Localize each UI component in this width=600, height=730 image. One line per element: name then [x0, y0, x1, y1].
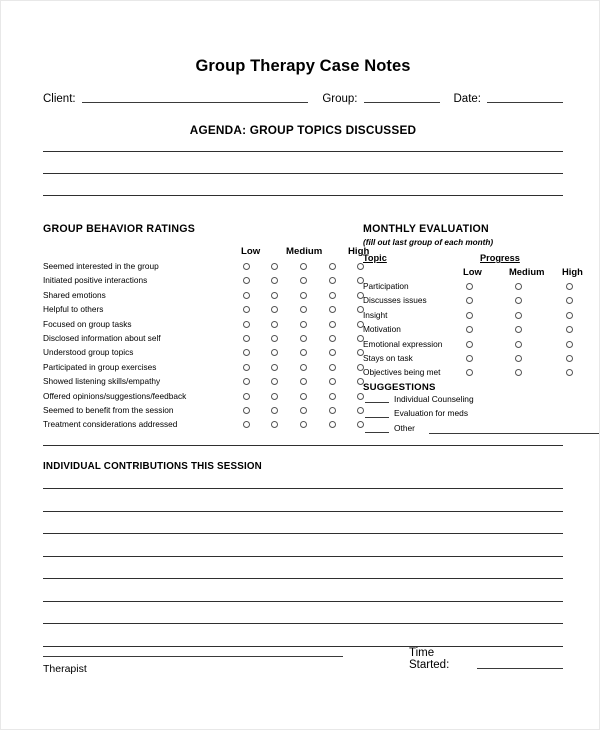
behavior-rating-option-3[interactable] — [300, 292, 307, 299]
monthly-evaluation-row — [363, 309, 585, 323]
monthly-evaluation-row — [363, 338, 585, 352]
individual-contributions-line[interactable] — [43, 578, 563, 579]
individual-contributions-lines — [43, 488, 563, 668]
behavior-rating-option-2[interactable] — [271, 335, 278, 342]
header-fields-row — [43, 93, 563, 105]
behavior-rating-option-4[interactable] — [329, 407, 336, 414]
date-label: Date: — [453, 93, 481, 105]
monthly-progress-option-3[interactable] — [566, 297, 573, 304]
agenda-line[interactable] — [43, 195, 563, 196]
behavior-rating-option-4[interactable] — [329, 335, 336, 342]
behavior-rating-row — [43, 361, 363, 375]
behavior-rating-label: Helpful to others — [43, 304, 104, 315]
behavior-rating-label: Focused on group tasks — [43, 318, 132, 329]
behavior-rating-option-1[interactable] — [243, 306, 250, 313]
scale-label-medium: Medium — [286, 246, 323, 257]
behavior-rating-option-4[interactable] — [329, 378, 336, 385]
suggestion-checkbox-line[interactable] — [365, 402, 389, 403]
suggestion-row — [363, 393, 585, 408]
behavior-rating-option-1[interactable] — [243, 335, 250, 342]
monthly-progress-option-2[interactable] — [515, 283, 522, 290]
date-input-line[interactable] — [487, 102, 563, 103]
behavior-rating-option-4[interactable] — [329, 306, 336, 313]
monthly-progress-option-1[interactable] — [466, 355, 473, 362]
behavior-rating-option-4[interactable] — [329, 393, 336, 400]
behavior-rating-option-1[interactable] — [243, 292, 250, 299]
behavior-rating-option-3[interactable] — [300, 393, 307, 400]
behavior-rating-option-2[interactable] — [271, 349, 278, 356]
individual-contributions-line[interactable] — [43, 511, 563, 512]
monthly-scale-label-high: High — [562, 266, 583, 277]
suggestion-checkbox-line[interactable] — [365, 432, 389, 433]
behavior-rating-rows — [43, 260, 363, 433]
behavior-rating-option-3[interactable] — [300, 263, 307, 270]
monthly-evaluation-section — [363, 223, 585, 437]
suggestion-checkbox-line[interactable] — [365, 417, 389, 418]
monthly-progress-option-3[interactable] — [566, 341, 573, 348]
time-started-label: Time Started: — [409, 647, 450, 671]
behavior-rating-row — [43, 303, 363, 317]
behavior-rating-option-3[interactable] — [300, 321, 307, 328]
behavior-rating-label: Seemed to benefit from the session — [43, 404, 174, 415]
behavior-rating-option-2[interactable] — [271, 263, 278, 270]
page-title: Group Therapy Case Notes — [195, 57, 411, 75]
therapist-signature-line[interactable] — [43, 656, 343, 657]
monthly-evaluation-rows — [363, 280, 585, 381]
monthly-evaluation-row — [363, 323, 585, 337]
group-label: Group: — [322, 93, 358, 105]
behavior-rating-option-1[interactable] — [243, 364, 250, 371]
behavior-rating-option-4[interactable] — [329, 321, 336, 328]
scale-label-low: Low — [241, 246, 261, 257]
agenda-lines — [43, 151, 563, 217]
behavior-rating-option-3[interactable] — [300, 407, 307, 414]
suggestion-label: Evaluation for meds — [394, 408, 469, 419]
time-started-field — [409, 647, 563, 671]
behavior-rating-option-3[interactable] — [300, 335, 307, 342]
behavior-rating-row — [43, 332, 363, 346]
behavior-rating-row — [43, 418, 363, 432]
monthly-progress-option-3[interactable] — [566, 355, 573, 362]
progress-column-header: Progress — [480, 253, 520, 263]
time-started-input-line[interactable] — [477, 668, 563, 669]
behavior-rating-option-3[interactable] — [300, 364, 307, 371]
monthly-progress-option-1[interactable] — [466, 326, 473, 333]
behavior-rating-option-2[interactable] — [271, 292, 278, 299]
monthly-progress-option-1[interactable] — [466, 297, 473, 304]
topic-column-header: Topic — [363, 253, 387, 263]
behavior-rating-option-1[interactable] — [243, 407, 250, 414]
agenda-line[interactable] — [43, 151, 563, 152]
monthly-progress-option-3[interactable] — [566, 326, 573, 333]
behavior-rating-row — [43, 289, 363, 303]
suggestions-list — [363, 393, 585, 437]
behavior-rating-option-1[interactable] — [243, 421, 250, 428]
client-input-line[interactable] — [82, 102, 309, 103]
therapist-label: Therapist — [43, 663, 87, 675]
suggestion-row — [363, 422, 585, 437]
monthly-progress-option-2[interactable] — [515, 326, 522, 333]
page-content — [43, 1, 583, 729]
behavior-rating-row — [43, 390, 363, 404]
monthly-evaluation-label: Participation — [363, 281, 409, 291]
monthly-evaluation-row — [363, 280, 585, 294]
behavior-rating-row — [43, 404, 363, 418]
monthly-evaluation-subheading: (fill out last group of each month) — [363, 238, 494, 247]
monthly-progress-option-2[interactable] — [515, 341, 522, 348]
behavior-rating-label: Understood group topics — [43, 347, 134, 358]
monthly-progress-option-2[interactable] — [515, 369, 522, 376]
behavior-rating-label: Offered opinions/suggestions/feedback — [43, 390, 187, 401]
individual-contributions-line[interactable] — [43, 488, 563, 489]
behavior-rating-option-4[interactable] — [329, 349, 336, 356]
behavior-rating-row — [43, 318, 363, 332]
monthly-scale-label-medium: Medium — [509, 266, 545, 277]
behavior-rating-option-4[interactable] — [329, 364, 336, 371]
monthly-evaluation-label: Stays on task — [363, 352, 413, 363]
topic-progress-header — [363, 253, 585, 266]
behavior-rating-option-2[interactable] — [271, 364, 278, 371]
monthly-progress-option-3[interactable] — [566, 283, 573, 290]
individual-contributions-line[interactable] — [43, 623, 563, 624]
behavior-rating-label: Disclosed information about self — [43, 332, 161, 343]
monthly-scale-label-low: Low — [463, 266, 482, 277]
suggestion-other-input-line[interactable] — [429, 433, 600, 434]
monthly-evaluation-heading: MONTHLY EVALUATION — [363, 223, 489, 235]
behavior-rating-option-4[interactable] — [329, 263, 336, 270]
behavior-rating-row — [43, 346, 363, 360]
suggestion-label: Individual Counseling — [394, 393, 474, 404]
behavior-rating-option-3[interactable] — [300, 378, 307, 385]
behavior-rating-option-4[interactable] — [329, 421, 336, 428]
individual-contributions-line[interactable] — [43, 601, 563, 602]
individual-contributions-heading: INDIVIDUAL CONTRIBUTIONS THIS SESSION — [43, 461, 262, 472]
individual-contributions-line[interactable] — [43, 533, 563, 534]
monthly-evaluation-row — [363, 366, 585, 380]
monthly-progress-option-1[interactable] — [466, 312, 473, 319]
section-divider — [43, 445, 563, 446]
suggestions-heading: SUGGESTIONS — [363, 381, 436, 393]
behavior-rating-option-1[interactable] — [243, 263, 250, 270]
client-label: Client: — [43, 93, 76, 105]
behavior-rating-option-1[interactable] — [243, 378, 250, 385]
monthly-progress-option-3[interactable] — [566, 369, 573, 376]
behavior-rating-option-3[interactable] — [300, 306, 307, 313]
behavior-rating-option-2[interactable] — [271, 378, 278, 385]
monthly-evaluation-label: Insight — [363, 309, 388, 320]
behavior-rating-option-2[interactable] — [271, 277, 278, 284]
behavior-rating-option-4[interactable] — [329, 292, 336, 299]
behavior-rating-option-2[interactable] — [271, 306, 278, 313]
behavior-scale-header — [43, 246, 370, 260]
monthly-evaluation-row — [363, 352, 585, 366]
monthly-progress-option-3[interactable] — [566, 312, 573, 319]
behavior-rating-row — [43, 375, 363, 389]
monthly-evaluation-row — [363, 294, 585, 308]
suggestion-label: Other — [394, 422, 415, 433]
agenda-line[interactable] — [43, 173, 563, 174]
behavior-rating-option-2[interactable] — [271, 321, 278, 328]
behavior-rating-label: Seemed interested in the group — [43, 261, 159, 271]
monthly-progress-option-1[interactable] — [466, 283, 473, 290]
scale-label-high: High — [348, 246, 370, 257]
behavior-rating-label: Initiated positive interactions — [43, 275, 148, 286]
behavior-rating-option-2[interactable] — [271, 407, 278, 414]
monthly-progress-option-1[interactable] — [466, 369, 473, 376]
individual-contributions-line[interactable] — [43, 556, 563, 557]
group-input-line[interactable] — [364, 102, 440, 103]
monthly-progress-option-2[interactable] — [515, 312, 522, 319]
behavior-rating-option-1[interactable] — [243, 393, 250, 400]
behavior-rating-label: Showed listening skills/empathy — [43, 376, 161, 387]
behavior-rating-option-2[interactable] — [271, 393, 278, 400]
behavior-rating-row — [43, 274, 363, 288]
behavior-rating-label: Shared emotions — [43, 289, 106, 300]
monthly-evaluation-label: Motivation — [363, 324, 401, 335]
group-behavior-ratings-section — [43, 223, 370, 433]
behavior-ratings-heading: GROUP BEHAVIOR RATINGS — [43, 223, 196, 235]
behavior-rating-label: Treatment considerations addressed — [43, 419, 178, 430]
behavior-rating-label: Participated in group exercises — [43, 361, 157, 372]
behavior-rating-option-3[interactable] — [300, 349, 307, 356]
monthly-progress-option-2[interactable] — [515, 355, 522, 362]
behavior-rating-option-3[interactable] — [300, 277, 307, 284]
monthly-evaluation-label: Emotional expression — [363, 338, 443, 349]
monthly-evaluation-label: Discusses issues — [363, 295, 427, 306]
behavior-rating-option-3[interactable] — [300, 421, 307, 428]
suggestion-row — [363, 407, 585, 422]
behavior-rating-option-1[interactable] — [243, 277, 250, 284]
behavior-rating-option-1[interactable] — [243, 349, 250, 356]
monthly-scale-header — [363, 266, 585, 280]
monthly-progress-option-2[interactable] — [515, 297, 522, 304]
behavior-rating-option-2[interactable] — [271, 421, 278, 428]
behavior-rating-option-1[interactable] — [243, 321, 250, 328]
monthly-progress-option-1[interactable] — [466, 341, 473, 348]
behavior-rating-row — [43, 260, 363, 274]
agenda-heading: AGENDA: GROUP TOPICS DISCUSSED — [189, 123, 417, 137]
monthly-evaluation-label: Objectives being met — [363, 367, 441, 378]
behavior-rating-option-4[interactable] — [329, 277, 336, 284]
